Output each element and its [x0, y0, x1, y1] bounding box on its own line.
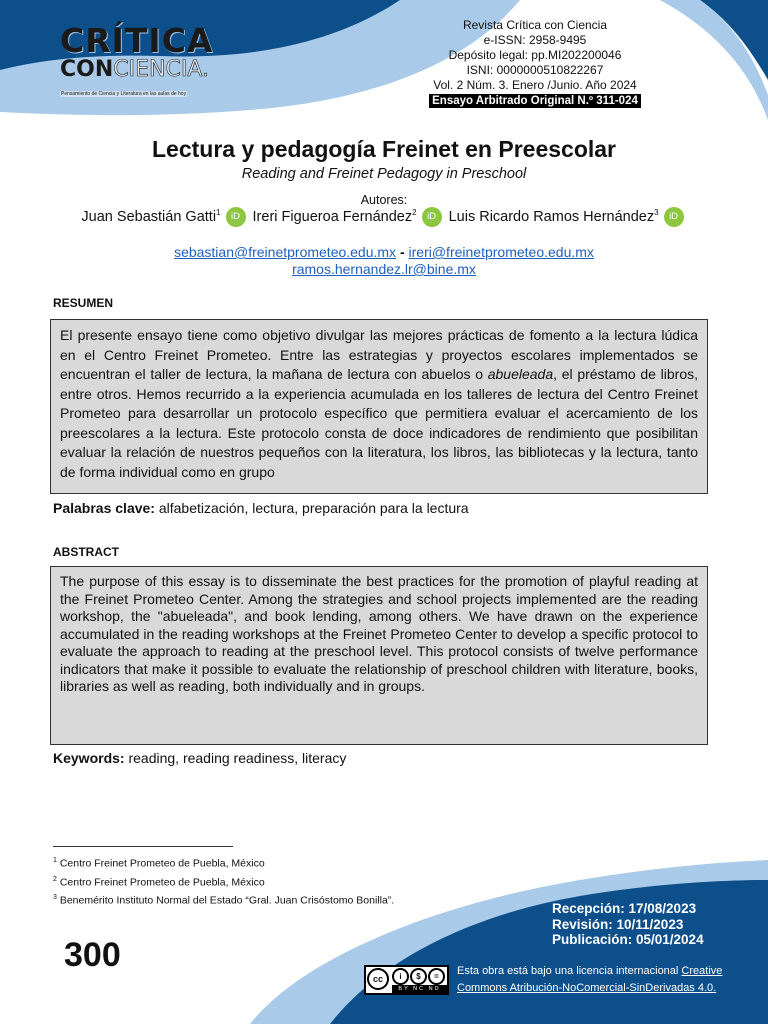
- palabras-clave: [53, 500, 469, 516]
- keywords: [53, 750, 346, 766]
- author-name: Juan Sebastián Gatti: [81, 208, 217, 225]
- cc-license-badge[interactable]: [364, 965, 449, 995]
- resumen-italic: abueleada: [487, 366, 554, 382]
- license-link-2[interactable]: Commons Atribución-NoComercial-SinDerivadas 4.0.: [457, 982, 717, 994]
- nd-icon: =: [428, 968, 445, 985]
- article-subtitle: Reading and Freinet Pedagogy in Preschool: [241, 166, 527, 182]
- by-icon: i: [392, 968, 409, 985]
- orcid-icon[interactable]: iD: [664, 207, 684, 227]
- email-link-2[interactable]: ireri@freinetprometeo.edu.mx: [408, 244, 594, 260]
- footnote-item: $^1$ Centro Freinet Prometeo de Puebla, México: [53, 857, 265, 870]
- email-separator: -: [399, 244, 405, 260]
- logo-ciencia: CIENCIA.: [113, 57, 209, 82]
- abstract-box: [50, 566, 708, 745]
- logo-word-critica: CRÍTICA: [60, 21, 214, 60]
- logo-word-conciencia: [60, 58, 210, 82]
- footnotes: [53, 853, 394, 909]
- resumen-text-1: El presente ensayo tiene como objetivo divulgar las mejores prácticas de fomento a la lectura lúdica en el Centro Freinet Prometeo. Entre las estrategias y proyectos escolares implementados se encuentran el taller de lectura, la mañana de lectura con abuelos o: [60, 327, 698, 382]
- orcid-icon[interactable]: iD: [422, 207, 442, 227]
- cc-icon: cc: [367, 968, 389, 990]
- authors-label: Autores:: [360, 193, 408, 207]
- logo-tagline: Pensamiento de Ciencia y Literatura en las aulas de hoy: [61, 91, 187, 97]
- email-link-1[interactable]: sebastian@freinetprometeo.edu.mx: [174, 244, 397, 260]
- author-affiliation-mark: 1: [216, 208, 221, 217]
- journal-eissn: e-ISSN: 2958-9495: [483, 33, 587, 47]
- author-name: Ireri Figueroa Fernández: [252, 208, 413, 225]
- journal-logo: [60, 21, 214, 100]
- date-revision: Revisión: 10/11/2023: [552, 916, 684, 932]
- keywords-label: Keywords:: [53, 750, 125, 766]
- nc-icon: $: [410, 968, 427, 985]
- license-prefix: Esta obra está bajo una licencia internacional: [457, 965, 682, 977]
- publication-dates: [552, 901, 704, 948]
- journal-deposit: Depósito legal: pp.MI202200046: [448, 48, 622, 62]
- journal-volume: Vol. 2 Núm. 3. Enero /Junio. Año 2024: [433, 78, 637, 92]
- author-affiliation-mark: 2: [412, 208, 417, 217]
- author-affiliation-mark: 3: [654, 208, 659, 217]
- logo-con: CON: [60, 57, 114, 82]
- license-text: [457, 963, 747, 997]
- cc-strip-label: BY NC ND: [392, 985, 447, 993]
- license-link-1[interactable]: Creative: [681, 965, 723, 977]
- author-name: Luis Ricardo Ramos Hernández: [448, 208, 655, 225]
- journal-info: [420, 18, 650, 108]
- date-publicacion: Publicación: 05/01/2024: [552, 932, 704, 947]
- abstract-heading: ABSTRACT: [53, 545, 119, 559]
- article-type-badge: Ensayo Arbitrado Original N.º 311-024: [429, 94, 641, 108]
- palabras-clave-label: Palabras clave:: [53, 500, 155, 516]
- journal-isni: ISNI: 0000000510822267: [466, 63, 604, 77]
- footnote-item: $^3$ Benemérito Instituto Normal del Estado “Gral. Juan Crisóstomo Bonilla”.: [53, 894, 395, 907]
- resumen-text-2: , el préstamo de libros, entre otros. Hemos recurrido a la experiencia acumulada en los talleres de lectura del Centro Freinet Prometeo para desarrollar un protocolo específico que permitiera evaluar el acercamiento de los preescolares a la lectura. Este protocolo consta de doce indicadores de rendimiento que posibilitan evaluar la relación de nuestros pequeños con la literatura, los libros, las bibliotecas y la lectura, tanto de forma individual como en grupo: [60, 366, 699, 480]
- keywords-value: reading, reading readiness, literacy: [128, 750, 347, 766]
- footnote-item: $^2$ Centro Freinet Prometeo de Puebla, México: [53, 875, 265, 888]
- date-recepcion: Recepción: 17/08/2023: [552, 901, 697, 916]
- page-number: 300: [64, 936, 121, 974]
- article-title: Lectura y pedagogía Freinet en Preescolar: [152, 136, 616, 162]
- journal-name: Revista Crítica con Ciencia: [462, 18, 608, 32]
- palabras-clave-value: alfabetización, lectura, preparación para la lectura: [158, 500, 469, 516]
- email-link-3[interactable]: ramos.hernandez.lr@bine.mx: [292, 261, 476, 277]
- author-emails: [0, 244, 768, 278]
- orcid-icon[interactable]: iD: [226, 207, 246, 227]
- footnote-divider: [53, 846, 233, 847]
- resumen-box: [50, 319, 708, 494]
- authors-list: [0, 207, 768, 227]
- resumen-heading: RESUMEN: [53, 296, 114, 310]
- abstract-text: The purpose of this essay is to disseminate the best practices for the promotion of playful reading at the Freinet Prometeo Center. Among the strategies and school projects implemented are the reading workshop, the "abueleada", and book lending, among others. We have drawn on the experience accumulated in the reading workshops at the Freinet Prometeo Center to develop a specific protocol to evaluate the approach to reading at the preschool level. This protocol consists of twelve performance indicators that make it possible to evaluate the relationship of preschool children with literature, books, libraries as well as reading, both individually and in groups.: [60, 573, 698, 694]
